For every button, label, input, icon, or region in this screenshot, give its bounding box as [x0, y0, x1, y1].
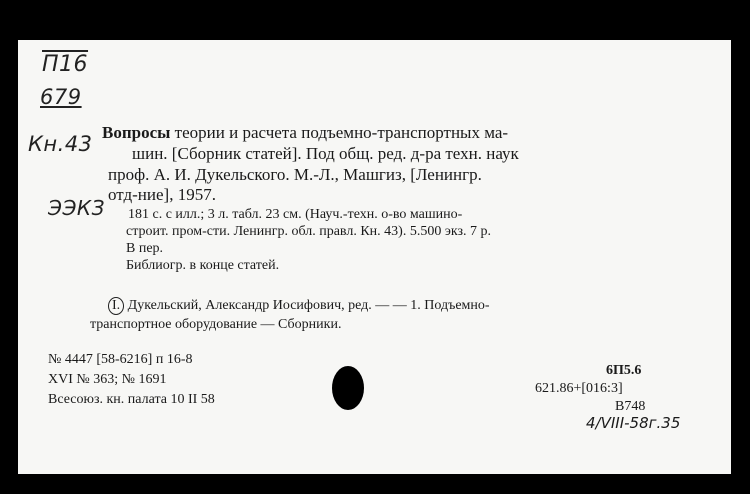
call-number-bottom: 679 — [40, 85, 82, 109]
class-number-1: 6П5.6 — [606, 363, 642, 378]
bibliography-note: Библиогр. в конце статей. — [126, 258, 280, 273]
title-line-4: отд-ние], 1957. — [108, 185, 216, 204]
inventory-note: ЭЭКЗ — [48, 196, 105, 220]
call-number-top: П16 — [42, 52, 89, 77]
punch-hole — [332, 366, 364, 410]
footer-left-1: № 4447 [58-6216] п 16-8 — [48, 352, 193, 367]
physical-desc-1: 181 с. с илл.; 3 л. табл. 23 см. (Науч.-техн. о-во машино- — [128, 207, 463, 222]
tracing-line-1 — [108, 297, 490, 315]
title-rest: теории и расчета подъемно-транспортных ма- — [170, 123, 509, 142]
title-bold: Вопросы — [102, 123, 171, 142]
physical-desc-3: В пер. — [126, 241, 164, 256]
footer-left-2: XVI № 363; № 1691 — [48, 372, 167, 387]
tracing-text: Дукельский, Александр Иосифович, ред. — — 1. Подъемно- — [124, 298, 490, 313]
title-line — [102, 124, 508, 141]
title-line-2: шин. [Сборник статей]. Под общ. ред. д-ра техн. наук — [132, 144, 519, 163]
physical-desc-2: строит. пром-сти. Ленингр. обл. правл. Кн. 43). 5.500 экз. 7 р. — [126, 224, 491, 239]
series-note: Кн.43 — [28, 132, 93, 156]
title-line-3: проф. А. И. Дукельского. М.-Л., Машгиз, [Ленингр. — [108, 165, 482, 184]
tracing-line-2: транспортное оборудование — Сборники. — [90, 317, 342, 332]
handwritten-date: 4/VIII-58г.35 — [586, 414, 681, 432]
footer-left-3: Всесоюз. кн. палата 10 II 58 — [48, 392, 215, 407]
class-number-2: 621.86+[016:3] — [535, 381, 623, 396]
tracing-number: I. — [108, 297, 124, 315]
class-number-3: В748 — [615, 399, 646, 414]
